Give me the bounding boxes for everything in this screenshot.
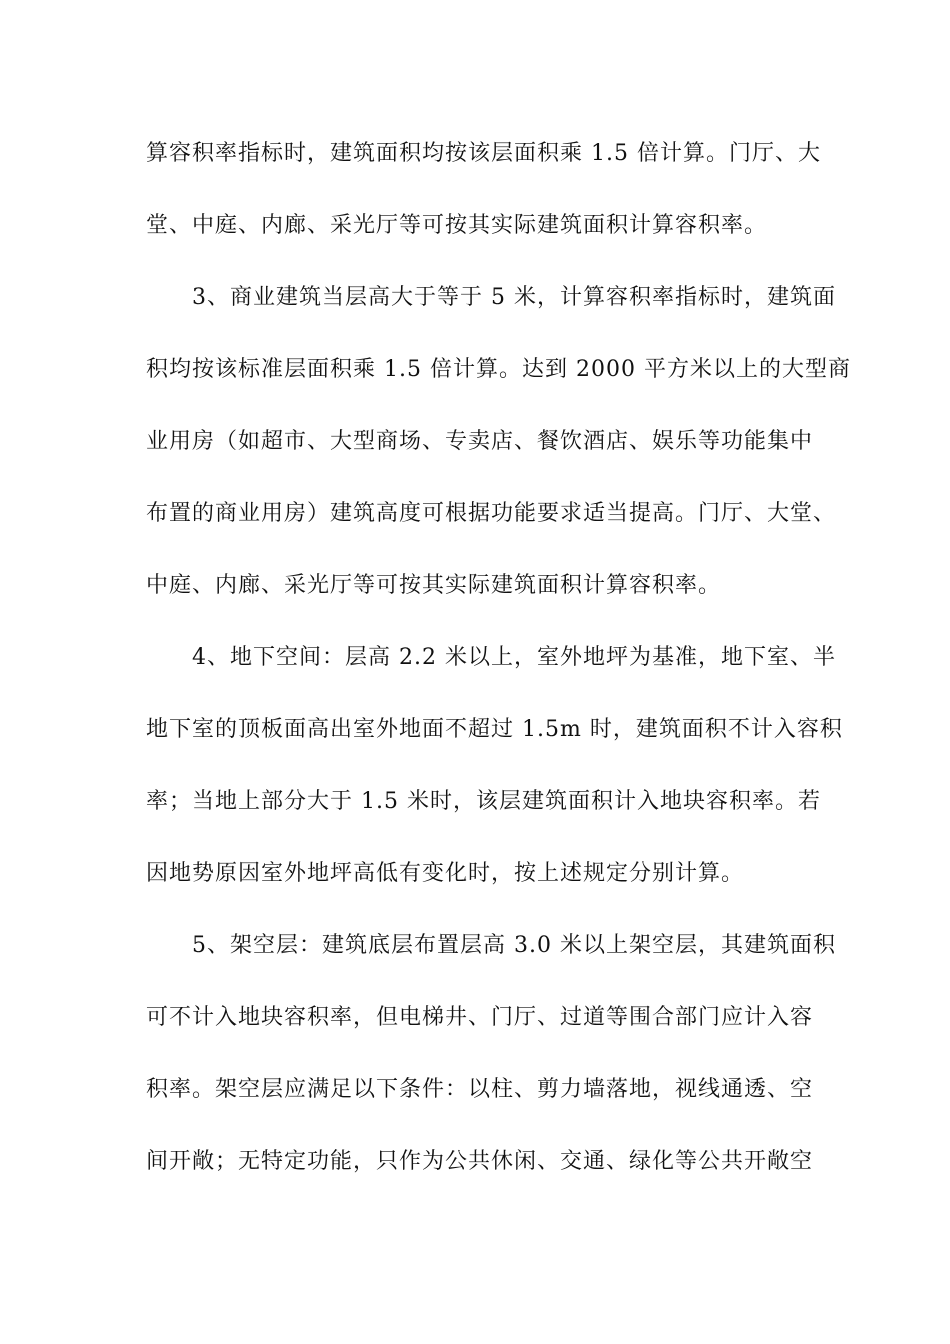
text-line-15: 间开敞；无特定功能，只作为公共休闲、交通、绿化等公共开敞空 xyxy=(146,1149,814,1174)
text-line-7: 中庭、内廊、采光厅等可按其实际建筑面积计算容积率。 xyxy=(146,573,722,598)
text-line-4: 积均按该标准层面积乘 1.5 倍计算。达到 2000 平方米以上的大型商 xyxy=(146,357,851,382)
paragraph-3-start: 3、商业建筑当层高大于等于 5 米，计算容积率指标时，建筑面 xyxy=(192,285,836,310)
text-line-5: 业用房（如超市、大型商场、专卖店、餐饮酒店、娱乐等功能集中 xyxy=(146,429,814,454)
text-line-6: 布置的商业用房）建筑高度可根据功能要求适当提高。门厅、大堂、 xyxy=(146,501,837,526)
text-line-9: 地下室的顶板面高出室外地面不超过 1.5m 时，建筑面积不计入容积 xyxy=(146,717,843,742)
text-line-14: 积率。架空层应满足以下条件：以柱、剪力墙落地，视线通透、空 xyxy=(146,1077,814,1102)
paragraph-5-start: 5、架空层：建筑底层布置层高 3.0 米以上架空层，其建筑面积 xyxy=(192,933,836,958)
text-line-10: 率；当地上部分大于 1.5 米时，该层建筑面积计入地块容积率。若 xyxy=(146,789,821,814)
text-line-1: 算容积率指标时，建筑面积均按该层面积乘 1.5 倍计算。门厅、大 xyxy=(146,141,821,166)
paragraph-4-start: 4、地下空间：层高 2.2 米以上，室外地坪为基准，地下室、半 xyxy=(192,645,836,670)
text-line-13: 可不计入地块容积率，但电梯井、门厅、过道等围合部门应计入容 xyxy=(146,1005,814,1030)
text-line-2: 堂、中庭、内廊、采光厅等可按其实际建筑面积计算容积率。 xyxy=(146,213,768,238)
text-line-11: 因地势原因室外地坪高低有变化时，按上述规定分别计算。 xyxy=(146,861,745,886)
